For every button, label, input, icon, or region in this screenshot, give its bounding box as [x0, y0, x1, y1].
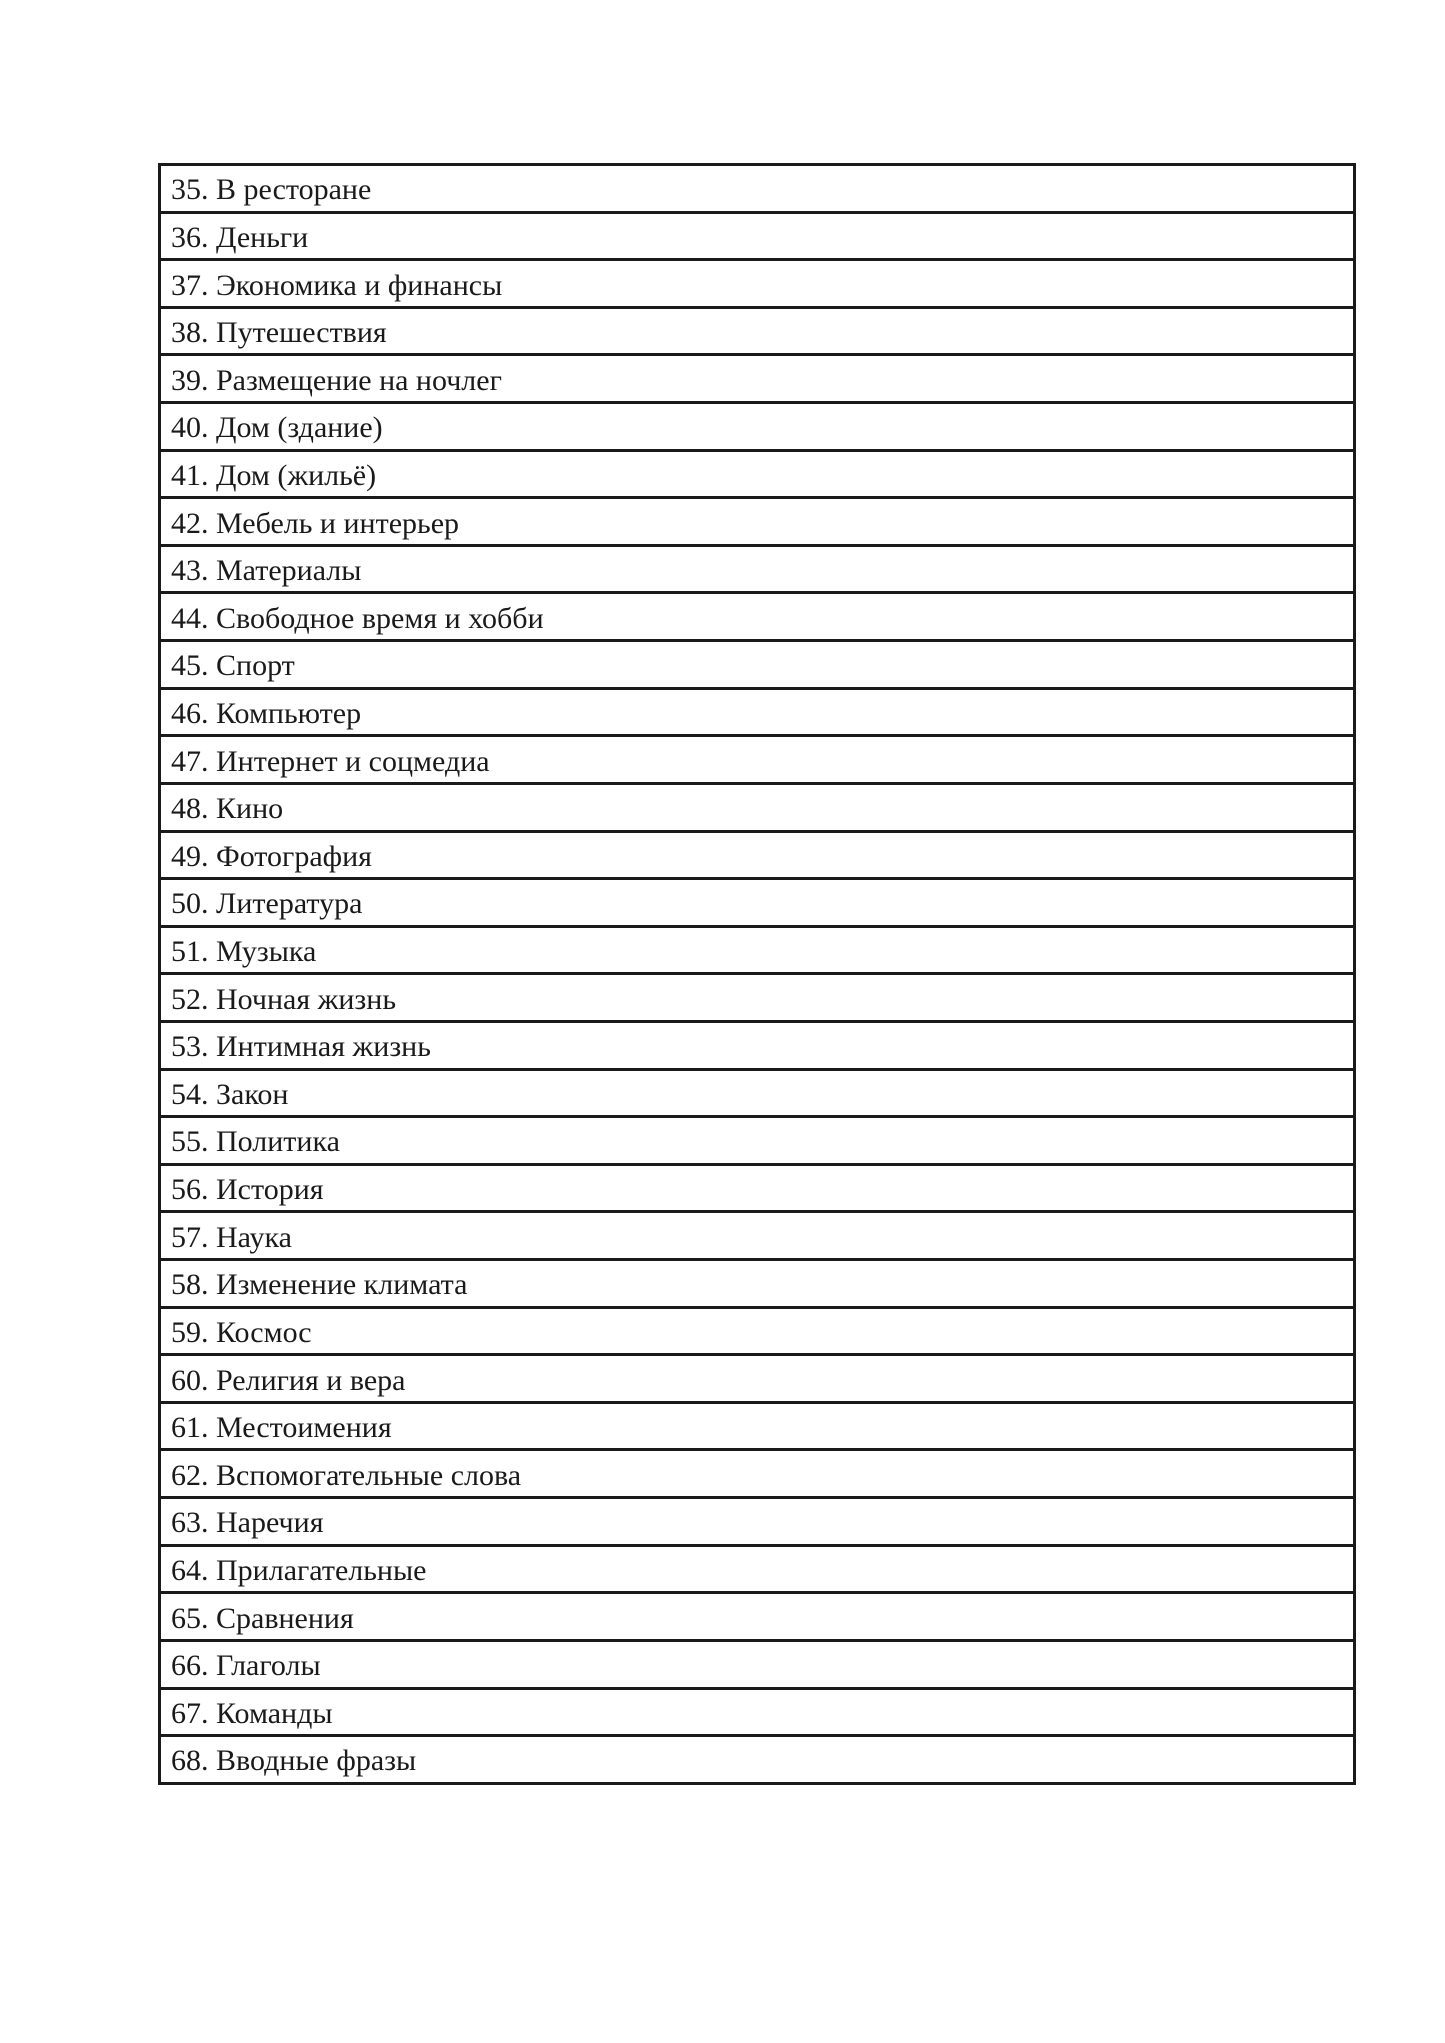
toc-row: 37. Экономика и финансы: [161, 261, 1353, 309]
toc-row: 55. Политика: [161, 1118, 1353, 1166]
toc-row: 65. Сравнения: [161, 1594, 1353, 1642]
toc-row: 43. Материалы: [161, 547, 1353, 595]
toc-row: 56. История: [161, 1166, 1353, 1214]
toc-row: 66. Глаголы: [161, 1642, 1353, 1690]
toc-row: 39. Размещение на ночлег: [161, 356, 1353, 404]
toc-row: 54. Закон: [161, 1071, 1353, 1119]
toc-row: 51. Музыка: [161, 928, 1353, 976]
toc-row: 48. Кино: [161, 785, 1353, 833]
toc-row: 36. Деньги: [161, 214, 1353, 262]
toc-row: 62. Вспомогательные слова: [161, 1451, 1353, 1499]
toc-row: 63. Наречия: [161, 1499, 1353, 1547]
toc-row: 60. Религия и вера: [161, 1356, 1353, 1404]
toc-row: 59. Космос: [161, 1309, 1353, 1357]
toc-row: 58. Изменение климата: [161, 1261, 1353, 1309]
toc-row: 38. Путешествия: [161, 309, 1353, 357]
toc-row: 61. Местоимения: [161, 1404, 1353, 1452]
toc-row: 64. Прилагательные: [161, 1547, 1353, 1595]
toc-row: 44. Свободное время и хобби: [161, 594, 1353, 642]
toc-row: 67. Команды: [161, 1690, 1353, 1738]
toc-row: 35. В ресторане: [161, 166, 1353, 214]
toc-row: 50. Литература: [161, 880, 1353, 928]
toc-row: 41. Дом (жильё): [161, 452, 1353, 500]
toc-row: 49. Фотография: [161, 833, 1353, 881]
toc-row: 42. Мебель и интерьер: [161, 499, 1353, 547]
toc-row: 52. Ночная жизнь: [161, 975, 1353, 1023]
toc-row: 40. Дом (здание): [161, 404, 1353, 452]
toc-row: 46. Компьютер: [161, 690, 1353, 738]
toc-row: 57. Наука: [161, 1213, 1353, 1261]
toc-row: 68. Вводные фразы: [171, 1744, 417, 1778]
toc-row: 47. Интернет и соцмедиа: [161, 737, 1353, 785]
toc-row: 53. Интимная жизнь: [161, 1023, 1353, 1071]
toc-table: [158, 163, 1356, 1785]
toc-row: 45. Спорт: [161, 642, 1353, 690]
